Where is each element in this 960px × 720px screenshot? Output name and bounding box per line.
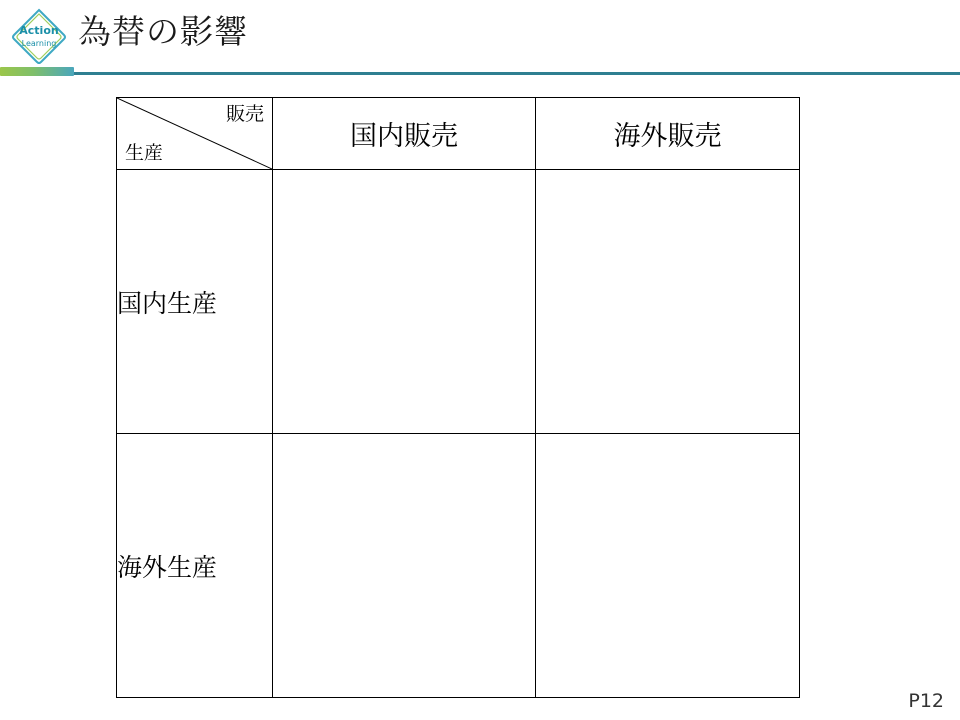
cell-domestic-production-domestic-sales[interactable]: [273, 170, 536, 434]
column-header-domestic-sales: 国内販売: [273, 98, 536, 170]
cell-domestic-production-overseas-sales[interactable]: [536, 170, 800, 434]
slide-header: [0, 0, 960, 78]
svg-text:Learning: Learning: [21, 39, 57, 48]
cell-overseas-production-domestic-sales[interactable]: [273, 434, 536, 698]
page-number: P12: [908, 690, 944, 712]
table-row: [117, 170, 800, 434]
row-axis-label: 生産: [125, 142, 164, 164]
cell-overseas-production-overseas-sales[interactable]: [536, 434, 800, 698]
title-divider-accent: [0, 67, 74, 76]
table-header-row: [117, 98, 800, 170]
row-header-overseas-production: 海外生産: [117, 434, 273, 698]
title-divider: [0, 72, 960, 75]
impact-matrix-table: [116, 97, 800, 698]
column-axis-label: 販売: [225, 103, 264, 125]
matrix-corner-cell: [117, 98, 273, 170]
action-learning-logo: [8, 6, 70, 68]
page-title: 為替の影響: [78, 12, 248, 51]
svg-text:Action: Action: [19, 24, 59, 37]
row-header-domestic-production: 国内生産: [117, 170, 273, 434]
table-row: [117, 434, 800, 698]
column-header-overseas-sales: 海外販売: [536, 98, 800, 170]
